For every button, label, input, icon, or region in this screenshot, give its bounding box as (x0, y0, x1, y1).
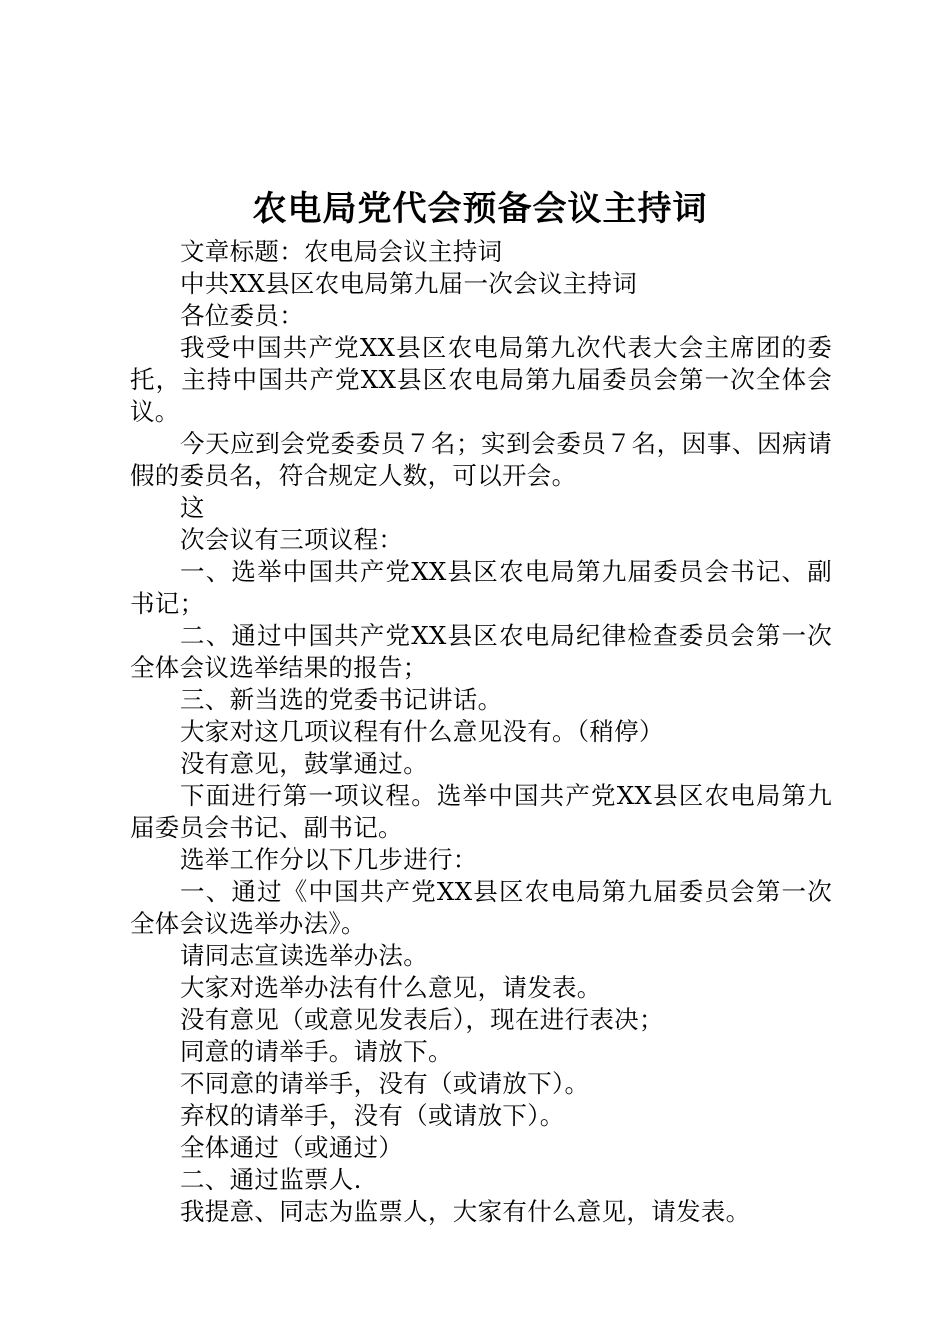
paragraph: 三、新当选的党委书记讲话。 (180, 685, 503, 714)
paragraph: 次会议有三项议程： (180, 525, 404, 554)
paragraph: 同意的请举手。请放下。 (180, 1037, 453, 1066)
document-body (130, 236, 832, 1228)
paragraph: 这 (180, 493, 205, 522)
paragraph: 我提意、同志为监票人，大家有什么意见，请发表。 (180, 1197, 751, 1226)
paragraph: 一、通过《中国共产党XX县区农电局第九届委员会第一次全体会议选举办法》。 (130, 877, 832, 938)
paragraph: 我受中国共产党XX县区农电局第九次代表大会主席团的委托，主持中国共产党XX县区农电局第九届委员会第一次全体会议。 (130, 333, 832, 426)
paragraph: 没有意见，鼓掌通过。 (180, 749, 428, 778)
paragraph: 选举工作分以下几步进行： (180, 845, 478, 874)
paragraph: 一、选举中国共产党XX县区农电局第九届委员会书记、副书记； (130, 557, 832, 618)
paragraph: 大家对选举办法有什么意见，请发表。 (180, 973, 602, 1002)
paragraph: 各位委员： (180, 301, 304, 330)
paragraph: 大家对这几项议程有什么意见没有。（稍停） (180, 717, 664, 746)
paragraph: 弃权的请举手，没有（或请放下）。 (180, 1101, 565, 1130)
paragraph: 二、通过中国共产党XX县区农电局纪律检查委员会第一次全体会议选举结果的报告； (130, 621, 832, 682)
paragraph: 今天应到会党委委员７名；实到会委员７名，因事、因病请假的委员名，符合规定人数，可以开会。 (130, 429, 832, 490)
paragraph: 中共XX县区农电局第九届一次会议主持词 (180, 269, 638, 298)
paragraph: 下面进行第一项议程。选举中国共产党XX县区农电局第九届委员会书记、副书记。 (130, 781, 832, 842)
paragraph: 二、通过监票人. (180, 1165, 362, 1194)
paragraph: 文章标题：农电局会议主持词 (180, 237, 503, 266)
paragraph: 请同志宣读选举办法。 (180, 941, 428, 970)
paragraph: 全体通过（或通过） (180, 1133, 404, 1162)
paragraph: 没有意见（或意见发表后），现在进行表决； (180, 1005, 664, 1034)
document-title: 农电局党代会预备会议主持词 (252, 189, 708, 229)
paragraph: 不同意的请举手，没有（或请放下）。 (180, 1069, 590, 1098)
